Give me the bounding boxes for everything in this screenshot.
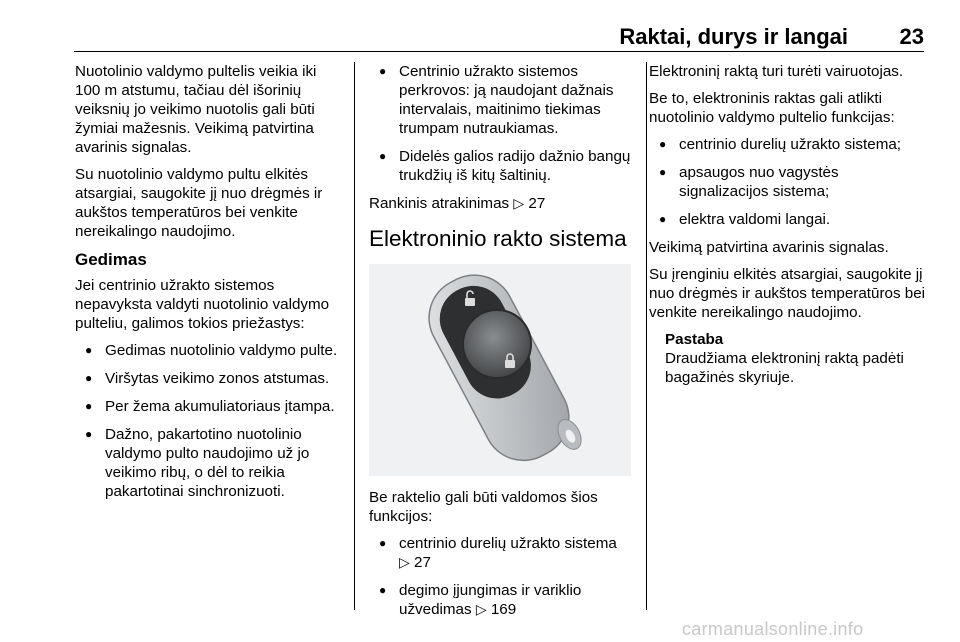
header-title: Raktai, durys ir langai xyxy=(619,24,848,49)
paragraph: Be raktelio gali būti valdomos šios funkcijos: xyxy=(369,489,598,525)
bullet-list xyxy=(369,534,637,619)
paragraph: Su įrenginiu elkitės atsargiai, saugokite jį nuo drėgmės ir aukštos temperatūros bei venkite nereikalingo naudojimo. xyxy=(649,266,926,321)
list-item: ● Per žema akumuliatoriaus įtampa. xyxy=(75,397,343,416)
section-heading: Gedimas xyxy=(75,250,147,269)
paragraph: Be to, elektroninis raktas gali atlikti nuotolinio valdymo pultelio funkcijas: xyxy=(649,90,895,126)
unlock-button xyxy=(463,310,531,378)
bullet-list xyxy=(369,62,637,185)
page-number: 23 xyxy=(899,24,924,49)
footer-watermark: carmanualsonline.info xyxy=(682,619,864,639)
list-item: ● elektra valdomi langai. xyxy=(649,210,927,229)
list-item: ● Didelės galios radijo dažnio bangų trukdžių iš kitų šaltinių. xyxy=(369,147,637,185)
page-reference: 169 xyxy=(490,601,517,618)
list-item: ● Viršytas veikimo zonos atstumas. xyxy=(75,369,343,388)
note-text: Draudžiama elektroninį raktą padėti bagažinės skyriuje. xyxy=(665,350,904,386)
list-item: ● apsaugos nuo vagystės signalizacijos sistema; xyxy=(649,163,927,201)
column-divider-right xyxy=(646,62,647,610)
list-item: ● centrinio durelių užrakto sistema ▷ 27 xyxy=(369,534,637,572)
note-block xyxy=(649,330,927,387)
triangle-right-icon: ▷ xyxy=(475,601,487,617)
column-1 xyxy=(75,62,343,510)
paragraph: Veikimą patvirtina avarinis signalas. xyxy=(649,239,889,256)
list-item: ● Gedimas nuotolinio valdymo pulte. xyxy=(75,341,343,360)
note-title: Pastaba xyxy=(665,331,724,348)
bullet-list xyxy=(649,135,927,229)
list-item: ● centrinio durelių užrakto sistema; xyxy=(649,135,927,154)
triangle-right-icon: ▷ xyxy=(513,195,525,211)
list-item: ● Dažno, pakartotino nuotolinio valdymo pulto naudojimo už jo veikimo ribų, o dėl to reikia pakartotinai sinchronizuoti. xyxy=(75,425,343,501)
triangle-right-icon: ▷ xyxy=(399,554,410,570)
key-fob-figure xyxy=(369,264,631,476)
list-item: ● Centrinio užrakto sistemos perkrovos: ją naudojant dažnais intervalais, maitinimo tiekimas trumpam nutraukiamas. xyxy=(369,62,637,138)
reference-label: Rankinis atrakinimas xyxy=(369,195,510,212)
paragraph: Su nuotolinio valdymo pultu elkitės atsargiai, saugokite jį nuo drėgmės ir aukštos temperatūros bei venkite nereikalingo naudojimo. xyxy=(75,166,323,240)
page-reference: 27 xyxy=(528,195,546,212)
column-divider-left xyxy=(354,62,355,610)
list-item: ● degimo įjungimas ir variklio užvedimas ▷ 169 xyxy=(369,581,637,619)
paragraph: Nuotolinio valdymo pultelis veikia iki 100 m atstumu, tačiau dėl išorinių veiksnių jo veikimo nuotolis gali būti žymiai mažesnis. Veikimą patvirtina avarinis signalas. xyxy=(75,63,317,156)
key-fob-illustration xyxy=(369,264,631,476)
section-title: Elektroninio rakto sistema xyxy=(369,226,627,251)
paragraph: Jei centrinio užrakto sistemos nepavyksta valdyti nuotolinio valdymo pulteliu, galimos tokios priežastys: xyxy=(75,277,330,332)
column-3 xyxy=(649,62,927,387)
column-2 xyxy=(369,62,637,628)
cross-reference-line xyxy=(369,194,637,213)
page-reference: 27 xyxy=(414,554,431,571)
paragraph: Elektroninį raktą turi turėti vairuotojas. xyxy=(649,63,904,80)
header-rule xyxy=(74,51,924,52)
bullet-list xyxy=(75,341,343,501)
